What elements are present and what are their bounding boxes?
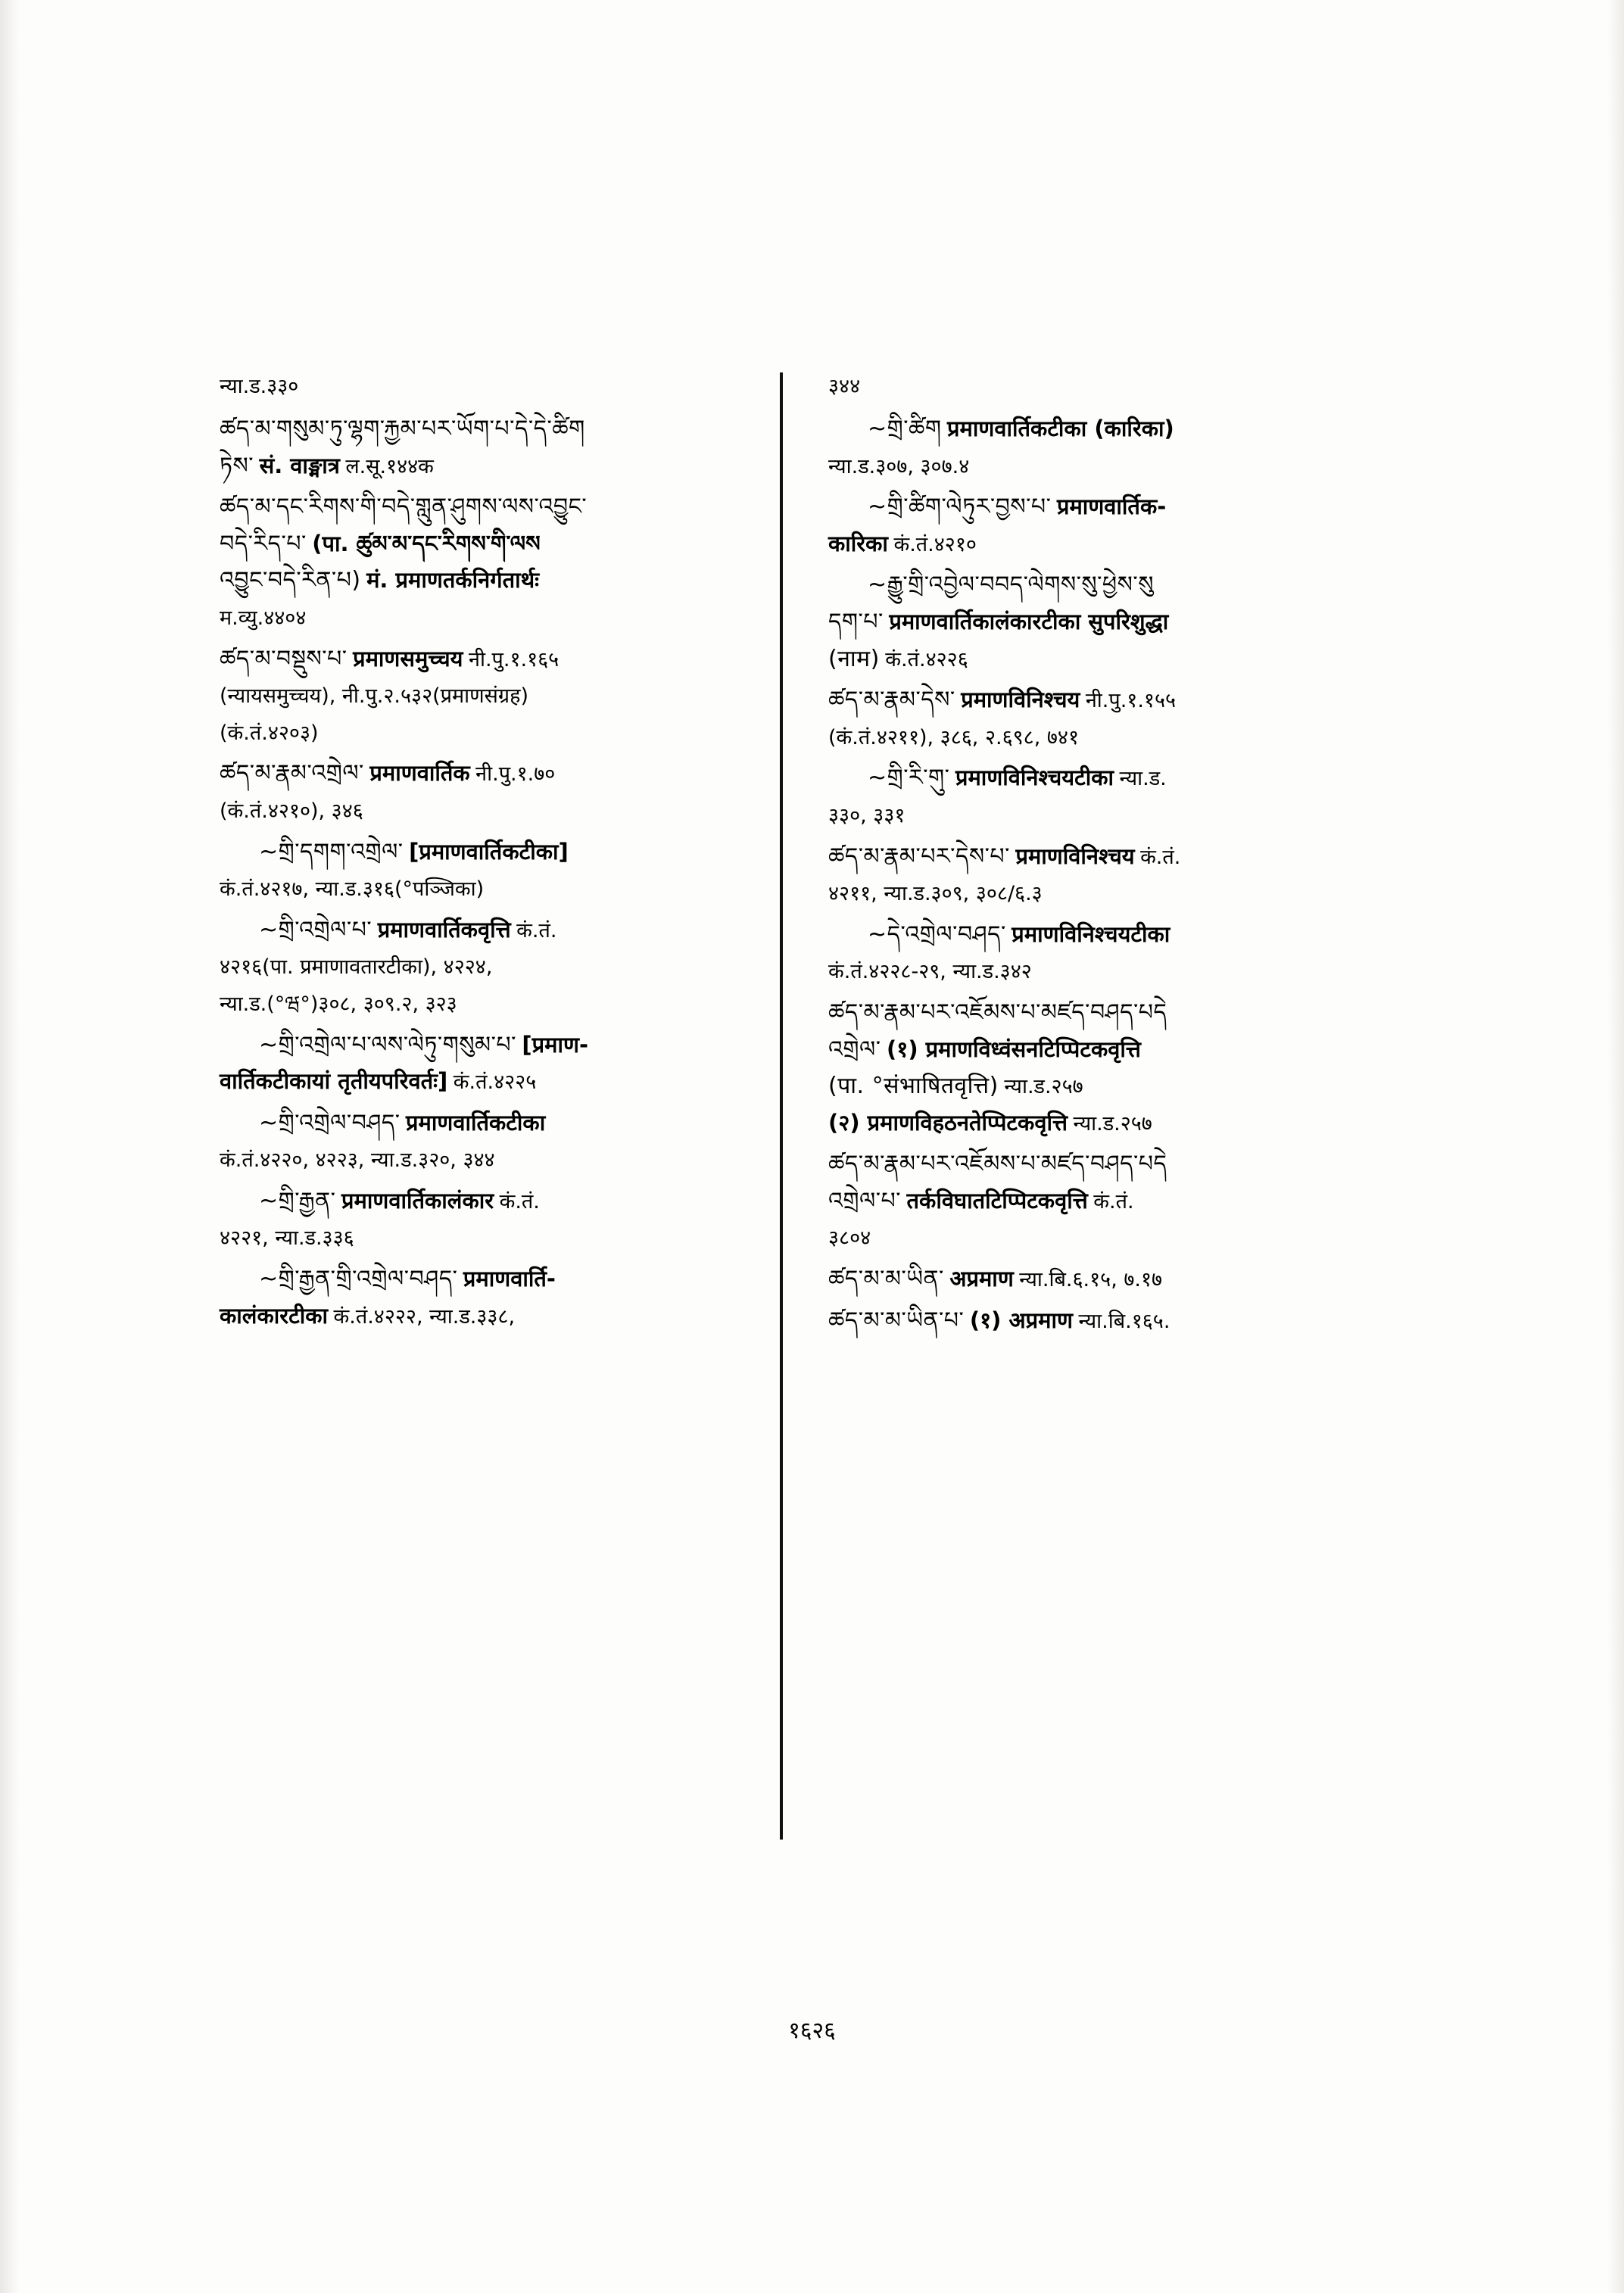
dictionary-entry xyxy=(220,489,763,636)
sanskrit-equivalent: प्रमाणवार्ति- xyxy=(463,1266,556,1292)
page-edge-shadow-right xyxy=(1607,0,1624,2293)
entry-line xyxy=(220,1220,763,1257)
tibetan-headword: ~གྲི་རྒྱན་ xyxy=(259,1187,336,1214)
source-reference: न्या.बि.६.१५, ७.१७ xyxy=(1019,1268,1163,1292)
source-reference: कं.तं. xyxy=(499,1189,540,1213)
sanskrit-equivalent: मं. प्रमाणतर्कनिर्गतार्थः xyxy=(366,567,540,594)
tibetan-headword: འགྲེལ་ xyxy=(828,1036,881,1063)
entry-line xyxy=(828,760,1343,797)
dictionary-entry xyxy=(828,760,1343,833)
dictionary-entry xyxy=(220,1261,763,1335)
tibetan-headword: (पा. °संभाषितवृत्ति) xyxy=(828,1073,999,1100)
right-column-header: ३४४ xyxy=(828,375,861,398)
source-reference: ४२१६(पा. प्रमाणावतारटीका), ४२२४, xyxy=(220,955,493,980)
entry-line xyxy=(220,1183,763,1220)
tibetan-headword: ~གྲི་རྒྱན་གྲི་འགྲེལ་བཤད་ xyxy=(259,1266,458,1293)
entry-line xyxy=(220,986,763,1023)
two-column-layout xyxy=(220,371,1423,1968)
entry-line xyxy=(828,604,1343,641)
entry-line xyxy=(220,949,763,986)
tibetan-headword: འགྲེལ་པ་ xyxy=(828,1187,902,1214)
tibetan-headword: དག་པ་ xyxy=(828,608,884,635)
tibetan-headword: ཚད་མ་རྣམ་པར་དེས་པ་ xyxy=(828,843,1010,870)
source-reference: कं.तं.४२२०, ४२२३, न्या.ड.३२०, ३४४ xyxy=(220,1148,495,1173)
tibetan-headword: ~གྲི་འགྲེལ་བཤད་ xyxy=(259,1109,401,1136)
sanskrit-equivalent: तर्कविघातटिप्पिटकवृत्ति xyxy=(906,1187,1088,1213)
source-reference: ३३०, ३३१ xyxy=(828,803,906,827)
entry-line xyxy=(220,562,763,600)
tibetan-headword: ཚད་མ་གསུམ་ཏུ་ལྷག་རྐྱམ་པར་ཡོག་པ་དེ་དེ་ཚིག xyxy=(220,416,585,442)
dictionary-entry xyxy=(828,1146,1343,1257)
source-reference: (कं.तं.४२११), ३८६, २.६९८, ७४१ xyxy=(828,725,1079,749)
entry-line xyxy=(828,1220,1343,1257)
entry-line xyxy=(828,682,1343,719)
tibetan-headword: ~དེ་འགྲེལ་བཤད་ xyxy=(868,921,1006,948)
entry-line xyxy=(828,797,1343,834)
tibetan-headword: ཚད་མ་བསྡུས་པ་ xyxy=(220,645,348,672)
source-reference: नी.पु.१.१६५ xyxy=(469,647,560,671)
tibetan-headword: ཚད་མ་མ་ཡིན་ xyxy=(828,1266,944,1293)
sanskrit-equivalent: प्रमाणवार्तिक xyxy=(369,760,470,787)
entry-line xyxy=(220,1142,763,1179)
source-reference: ४२२१, न्या.ड.३३६ xyxy=(220,1226,354,1251)
source-reference: म.व्यु.४४०४ xyxy=(220,606,307,630)
source-reference: कं.तं.४२२५ xyxy=(453,1070,537,1095)
entry-line xyxy=(220,834,763,871)
entry-line xyxy=(828,567,1343,604)
source-reference: (न्यायसमुच्चय), नी.पु.२.५३२(प्रमाणसंग्रह) xyxy=(220,684,529,709)
sanskrit-equivalent: प्रमाणवार्तिकालंकारटीका सुपरिशुद्धा xyxy=(889,608,1169,634)
entry-line xyxy=(220,756,763,793)
sanskrit-equivalent: प्रमाणवार्तिकटीका xyxy=(406,1109,546,1136)
entry-line xyxy=(828,489,1343,526)
entry-line xyxy=(220,678,763,715)
entry-line xyxy=(220,1298,763,1335)
entry-line xyxy=(220,526,763,563)
dictionary-entry xyxy=(828,682,1343,756)
entry-line xyxy=(828,1068,1343,1105)
tibetan-headword: ~གྲི་དགག་འགྲེལ་ xyxy=(259,838,404,865)
folio-number: १६२६ xyxy=(788,2017,836,2044)
source-reference: न्या.बि.१६५. xyxy=(1078,1309,1170,1333)
entry-line xyxy=(828,641,1343,678)
tibetan-headword: འབྱུང་བདེ་རིན་པ) xyxy=(220,567,361,594)
entry-line xyxy=(828,1105,1343,1142)
source-reference: कं.तं. xyxy=(1093,1189,1134,1213)
source-reference: न्या.ड. xyxy=(1119,767,1167,791)
tibetan-headword: ཚད་མ་རྣམ་པར་འཇོམས་པ་མཛད་བཤད་པདེ xyxy=(828,1151,1167,1178)
entry-line xyxy=(220,1064,763,1101)
entry-line xyxy=(828,875,1343,912)
source-reference: नी.पु.१.७० xyxy=(475,762,556,787)
tibetan-headword: ཚད་མ་དང་རིགས་གི་བདེ་གླུན་ཤུགས་ལས་འབྱུང་ xyxy=(220,494,588,521)
entry-line xyxy=(220,641,763,678)
entry-line xyxy=(220,411,763,448)
entry-line xyxy=(220,1105,763,1142)
sanskrit-equivalent: प्रमाणवार्तिकवृत्ति xyxy=(377,916,511,942)
source-reference: नी.पु.१.१५५ xyxy=(1085,689,1177,713)
entry-line xyxy=(220,489,763,526)
dictionary-entry xyxy=(828,995,1343,1142)
tibetan-headword: ~གྲི་འགྲེལ་པ་ xyxy=(259,916,372,943)
tibetan-headword: ཚད་མ་རྣམ་འགྲེལ་ xyxy=(220,760,364,787)
tibetan-headword: ཏེས་ xyxy=(220,452,254,479)
sanskrit-equivalent: [प्रमाण- xyxy=(522,1031,589,1058)
dictionary-entry xyxy=(828,1261,1343,1298)
tibetan-headword: ~གྲི་ཚིག་ལེཏུར་བྱས་པ་ xyxy=(868,494,1052,521)
left-column xyxy=(220,371,780,1968)
dictionary-entry xyxy=(220,411,763,484)
dictionary-entry xyxy=(828,411,1343,484)
sanskrit-equivalent: (१) अप्रमाण xyxy=(969,1307,1074,1333)
tibetan-headword: ཚད་མ་རྣམ་པར་འཇོམས་པ་མཛད་བཤད་པདེ xyxy=(828,999,1167,1026)
entry-line xyxy=(828,448,1343,485)
source-reference: न्या.ड.(°ཝ°)३०८, ३०९.२, ३२३ xyxy=(220,992,457,1016)
tibetan-headword: ~གྲི་འགྲེལ་པ་ལས་ལེཏུ་གསུམ་པ་ xyxy=(259,1031,516,1058)
sanskrit-equivalent: प्रमाणविनिश्चय xyxy=(1015,843,1135,869)
source-reference: कं.तं. xyxy=(1140,845,1181,869)
sanskrit-equivalent: कारिका xyxy=(828,530,888,556)
entry-line xyxy=(220,1261,763,1298)
entry-line xyxy=(828,526,1343,563)
sanskrit-equivalent: [प्रमाणवार्तिकटीका] xyxy=(409,838,569,865)
sanskrit-equivalent: प्रमाणविनिश्चयटीका xyxy=(955,765,1114,791)
dictionary-entry xyxy=(828,489,1343,562)
entry-line xyxy=(828,719,1343,756)
entry-line xyxy=(220,1027,763,1064)
tibetan-headword: (नाम) xyxy=(828,645,880,672)
entry-line xyxy=(828,1183,1343,1220)
left-entry-list xyxy=(220,411,763,1335)
entry-line xyxy=(828,411,1343,448)
tibetan-headword: ~གྲི་རི་གུ་ xyxy=(868,765,950,792)
right-column xyxy=(783,371,1343,1968)
entry-line xyxy=(220,871,763,908)
tibetan-headword: བདེ་རིད་པ་ xyxy=(220,530,307,557)
source-reference: न्या.ड.३०७, ३०७.४ xyxy=(828,454,970,478)
sanskrit-equivalent: प्रमाणवार्तिकटीका (कारिका) xyxy=(947,416,1174,441)
source-reference: ४२११, न्या.ड.३०९, ३०८/६.३ xyxy=(828,882,1043,906)
source-reference: न्या.ड.२५७ xyxy=(1073,1111,1152,1136)
entry-line xyxy=(220,448,763,485)
entry-line xyxy=(828,839,1343,876)
entry-line xyxy=(220,793,763,830)
source-reference: (कं.तं.४२०३) xyxy=(220,721,319,745)
sanskrit-equivalent: प्रमाणविनिश्चय xyxy=(961,687,1080,713)
source-reference: न्या.ड.२५७ xyxy=(1004,1075,1083,1099)
source-reference: कं.तं.४२२२, न्या.ड.३३८, xyxy=(333,1304,516,1329)
dictionary-entry xyxy=(220,1105,763,1179)
sanskrit-equivalent: (१) प्रमाणविध्वंसनटिप्पिटकवृत्ति xyxy=(887,1036,1141,1062)
entry-line xyxy=(220,600,763,637)
source-reference: कं.तं. xyxy=(516,918,557,942)
source-reference: (कं.तं.४२१०), ३४६ xyxy=(220,799,363,823)
entry-line xyxy=(828,1146,1343,1183)
sanskrit-equivalent: कालंकारटीका xyxy=(220,1302,328,1329)
source-reference: कं.तं.४२१७, न्या.ड.३१६(°पञ्जिका) xyxy=(220,877,485,902)
dictionary-entry xyxy=(220,912,763,1023)
source-reference: कं.तं.४२२६ xyxy=(885,647,968,671)
entry-line xyxy=(828,1032,1343,1069)
entry-line xyxy=(828,917,1343,954)
dictionary-entry xyxy=(828,917,1343,990)
dictionary-entry xyxy=(220,834,763,908)
source-reference: ३८०४ xyxy=(828,1226,871,1251)
entry-line xyxy=(828,1303,1343,1340)
tibetan-headword: ཚད་མ་རྣམ་དེས་ xyxy=(828,687,955,714)
source-reference: कं.तं.४२२८-२९, न्या.ड.३४२ xyxy=(828,960,1032,984)
tibetan-headword: ཚད་མ་མ་ཡིན་པ་ xyxy=(828,1307,965,1334)
dictionary-entry xyxy=(220,1183,763,1257)
entry-line xyxy=(220,715,763,752)
sanskrit-equivalent: सं. वाङ्मात्र xyxy=(259,452,340,478)
dictionary-entry xyxy=(828,839,1343,912)
sanskrit-equivalent: (२) प्रमाणविहठनतेप्पिटकवृत्ति xyxy=(828,1109,1068,1136)
dictionary-entry xyxy=(828,567,1343,678)
entry-line xyxy=(828,995,1343,1032)
dictionary-entry xyxy=(220,756,763,829)
right-entry-list xyxy=(828,411,1343,1339)
sanskrit-equivalent: प्रमाणवार्तिकालंकार xyxy=(341,1187,494,1213)
sanskrit-equivalent: अप्रमाण xyxy=(949,1266,1014,1292)
entry-line xyxy=(220,912,763,949)
tibetan-headword: ~གྲི་ཚིག xyxy=(868,416,942,442)
entry-line xyxy=(828,1261,1343,1298)
entry-line xyxy=(828,953,1343,990)
sanskrit-equivalent: (पा. ཚུམ་མ་དང་རིགས་གི་ལས xyxy=(312,530,541,556)
dictionary-entry xyxy=(220,1027,763,1101)
page-content xyxy=(220,371,1423,1968)
source-reference: कं.तं.४२१० xyxy=(893,532,977,556)
page-edge-shadow-left xyxy=(0,0,20,2293)
tibetan-headword: ~རྒྱུ་གྲི་འབྱེལ་བབད་ལེགས་སུ་ཕྱེས་སུ xyxy=(868,572,1154,599)
left-column-header: न्या.ड.३३० xyxy=(220,375,299,398)
sanskrit-equivalent: प्रमाणवार्तिक- xyxy=(1056,494,1167,520)
sanskrit-equivalent: वार्तिकटीकायां तृतीयपरिवर्तः] xyxy=(220,1068,448,1095)
sanskrit-equivalent: प्रमाणसमुच्चय xyxy=(353,645,463,671)
source-reference: ल.सू.१४४क xyxy=(345,454,434,478)
dictionary-entry xyxy=(828,1303,1343,1340)
sanskrit-equivalent: प्रमाणविनिश्चयटीका xyxy=(1011,921,1170,947)
dictionary-entry xyxy=(220,641,763,752)
